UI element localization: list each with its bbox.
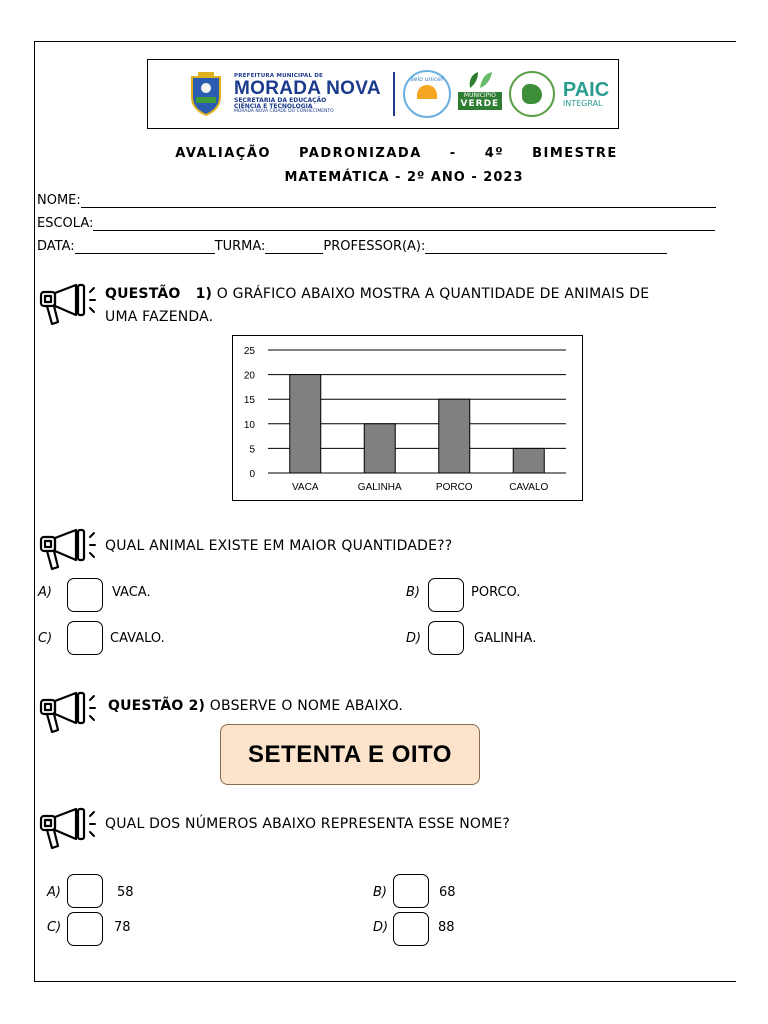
q2-option-c-checkbox[interactable] xyxy=(67,912,103,946)
y-tick-label: 15 xyxy=(243,395,255,407)
nome-line[interactable] xyxy=(81,194,716,208)
q1-option-c-text: CAVALO. xyxy=(110,631,165,646)
city-logo-text xyxy=(234,74,381,115)
exam-title: AVALIAÇÃO PADRONIZADA - 4º BIMESTRE xyxy=(175,146,618,161)
city-slogan: MORADA NOVA CIDADE DO CONHECIMENTO xyxy=(234,109,334,114)
q1-label: QUESTÃO 1) xyxy=(105,286,213,302)
coat-of-arms-icon xyxy=(186,71,226,117)
municipio-verde-logo: MUNICÍPIO VERDE xyxy=(459,70,501,118)
q2-option-b-letter: B) xyxy=(373,885,387,900)
q2-option-d-checkbox[interactable] xyxy=(393,912,429,946)
q2-statement xyxy=(108,698,403,714)
escola-line[interactable] xyxy=(93,217,715,231)
leaf-icon xyxy=(466,70,494,90)
data-line[interactable] xyxy=(75,240,215,254)
q1-option-d-letter: D) xyxy=(406,631,422,646)
q2-option-c-text: 78 xyxy=(114,920,131,935)
secretaria-line-1: SECRETARIA DA EDUCAÇÃO xyxy=(234,97,327,104)
q1-option-b-checkbox[interactable] xyxy=(428,578,464,612)
q2-question: QUAL DOS NÚMEROS ABAIXO REPRESENTA ESSE NOME? xyxy=(105,816,511,832)
megaphone-icon xyxy=(38,690,96,736)
y-tick-label: 5 xyxy=(249,444,255,456)
q1-text-line2: UMA FAZENDA. xyxy=(105,309,214,325)
page-bottom-line xyxy=(34,981,736,982)
header-logo-box xyxy=(147,59,619,129)
animals-bar-chart xyxy=(232,335,583,501)
q1-statement xyxy=(105,286,649,302)
y-tick-label: 10 xyxy=(243,419,255,431)
unicef-seal-icon: selo unicef xyxy=(403,70,451,118)
bar xyxy=(364,424,395,473)
q2-option-a-checkbox[interactable] xyxy=(67,874,103,908)
nome-field[interactable]: NOME: xyxy=(37,193,716,208)
bar xyxy=(439,399,470,473)
professor-line[interactable] xyxy=(425,240,667,254)
y-tick-label: 20 xyxy=(243,370,255,382)
megaphone-icon xyxy=(38,806,96,852)
q1-option-c-letter: C) xyxy=(38,631,53,646)
data-turma-professor-row[interactable]: DATA: TURMA: PROFESSOR(A): xyxy=(37,239,667,254)
q1-option-a-text: VACA. xyxy=(112,585,151,600)
escola-field[interactable]: ESCOLA: xyxy=(37,216,715,231)
bar xyxy=(290,375,321,473)
map-seal-icon xyxy=(509,71,555,117)
q1-option-d-checkbox[interactable] xyxy=(428,621,464,655)
megaphone-icon xyxy=(38,282,96,328)
prefeitura-text: PREFEITURA MUNICIPAL DE xyxy=(234,72,324,79)
x-tick-label: GALINHA xyxy=(357,482,402,493)
turma-line[interactable] xyxy=(265,240,323,254)
y-tick-label: 25 xyxy=(243,346,255,357)
q1-text-line1: O GRÁFICO ABAIXO MOSTRA A QUANTIDADE DE ANIMAIS DE xyxy=(216,286,650,302)
x-tick-label: CAVALO xyxy=(509,482,549,493)
q1-option-b-letter: B) xyxy=(406,585,420,600)
chart-svg xyxy=(233,336,584,502)
x-tick-label: PORCO xyxy=(435,482,473,493)
q2-text: OBSERVE O NOME ABAIXO. xyxy=(209,698,403,714)
q2-option-b-text: 68 xyxy=(439,885,456,900)
q1-option-a-letter: A) xyxy=(38,585,52,600)
bar xyxy=(513,448,544,473)
q1-question: QUAL ANIMAL EXISTE EM MAIOR QUANTIDADE?? xyxy=(105,538,453,554)
q2-option-a-letter: A) xyxy=(47,885,61,900)
q2-option-a-text: 58 xyxy=(117,885,134,900)
q2-label: QUESTÃO 2) xyxy=(108,698,206,714)
megaphone-icon xyxy=(38,527,96,573)
number-name-box: SETENTA E OITO xyxy=(220,724,480,785)
q1-option-b-text: PORCO. xyxy=(471,585,521,600)
q2-option-b-checkbox[interactable] xyxy=(393,874,429,908)
exam-subtitle: MATEMÁTICA - 2º ANO - 2023 xyxy=(284,170,524,185)
q2-option-c-letter: C) xyxy=(47,920,62,935)
q1-option-a-checkbox[interactable] xyxy=(67,578,103,612)
y-tick-label: 0 xyxy=(249,469,255,480)
q2-option-d-letter: D) xyxy=(373,920,389,935)
secretaria-line-2: CIÊNCIA E TECNOLOGIA xyxy=(234,103,313,110)
x-tick-label: VACA xyxy=(292,482,319,493)
q1-option-d-text: GALINHA. xyxy=(474,631,537,646)
city-name: MORADA NOVA xyxy=(234,78,381,99)
q1-option-c-checkbox[interactable] xyxy=(67,621,103,655)
paic-logo: PAIC INTEGRAL xyxy=(562,79,610,108)
q2-option-d-text: 88 xyxy=(438,920,455,935)
logo-divider xyxy=(393,72,395,116)
